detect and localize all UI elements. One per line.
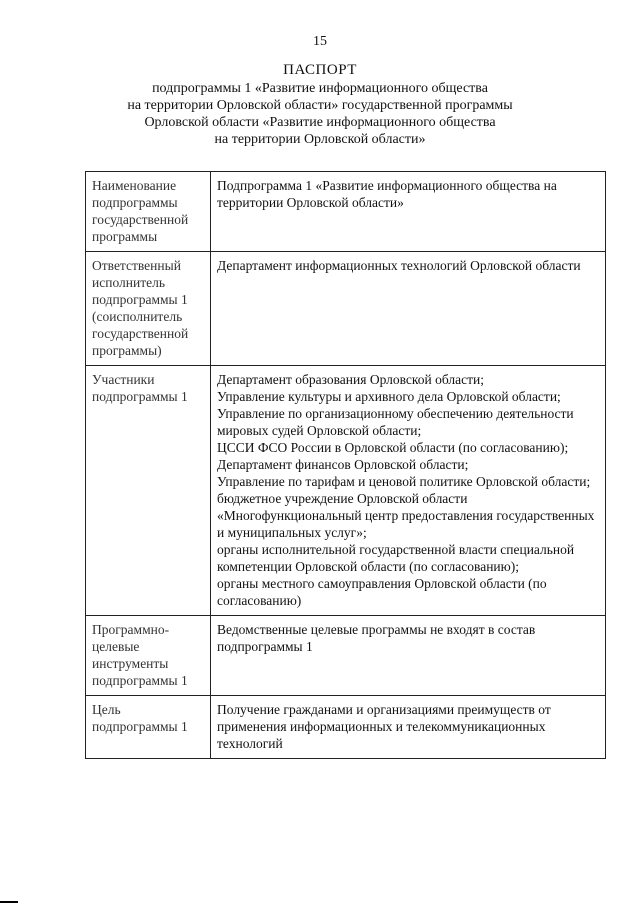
document-title-block: [80, 62, 560, 148]
passport-table: [85, 171, 606, 759]
page-number: 15: [313, 34, 327, 49]
table-row: [86, 366, 606, 616]
row-label: Цель подпрограммы 1: [86, 696, 211, 759]
row-value: Ведомственные целевые программы не входят в состав подпрограммы 1: [211, 616, 606, 696]
table-row: [86, 696, 606, 759]
row-value: Получение гражданами и организациями преимуществ от применения информационных и телекоммуникационных технологий: [211, 696, 606, 759]
document-title: ПАСПОРТ: [283, 62, 357, 78]
subtitle-line: на территории Орловской области»: [214, 132, 426, 147]
row-value: Департамент информационных технологий Орловской области: [211, 252, 606, 366]
row-label: Наименование подпрограммы государственной программы: [86, 172, 211, 252]
row-label: Программно-целевые инструменты подпрограммы 1: [86, 616, 211, 696]
table-row: [86, 616, 606, 696]
subtitle-line: Орловской области «Развитие информационного общества: [144, 115, 496, 130]
row-value: Подпрограмма 1 «Развитие информационного общества на территории Орловской области»: [211, 172, 606, 252]
table-row: [86, 172, 606, 252]
table-row: [86, 252, 606, 366]
row-label: Ответственный исполнитель подпрограммы 1 (соисполнитель государственной программы): [86, 252, 211, 366]
row-value: Департамент образования Орловской области; Управление культуры и архивного дела Орловской области; Управление по организационному обеспечению деятельности мировых судей Орловской области; ЦССИ ФСО России в Орловской области (по согласованию); Департамент финансов Орловской области; Управление по тарифам и ценовой политике Орловской области; бюджетное учреждение Орловской области «Многофункциональный центр предоставления государственных и муниципальных услуг»; органы исполнительной государственной власти специальной компетенции Орловской области (по согласованию); органы местного самоуправления Орловской области (по согласованию): [211, 366, 606, 616]
subtitle-line: на территории Орловской области» государственной программы: [127, 98, 513, 113]
row-label: Участники подпрограммы 1: [86, 366, 211, 616]
subtitle-line: подпрограммы 1 «Развитие информационного общества: [152, 81, 488, 96]
scan-corner-mark: [0, 901, 18, 903]
